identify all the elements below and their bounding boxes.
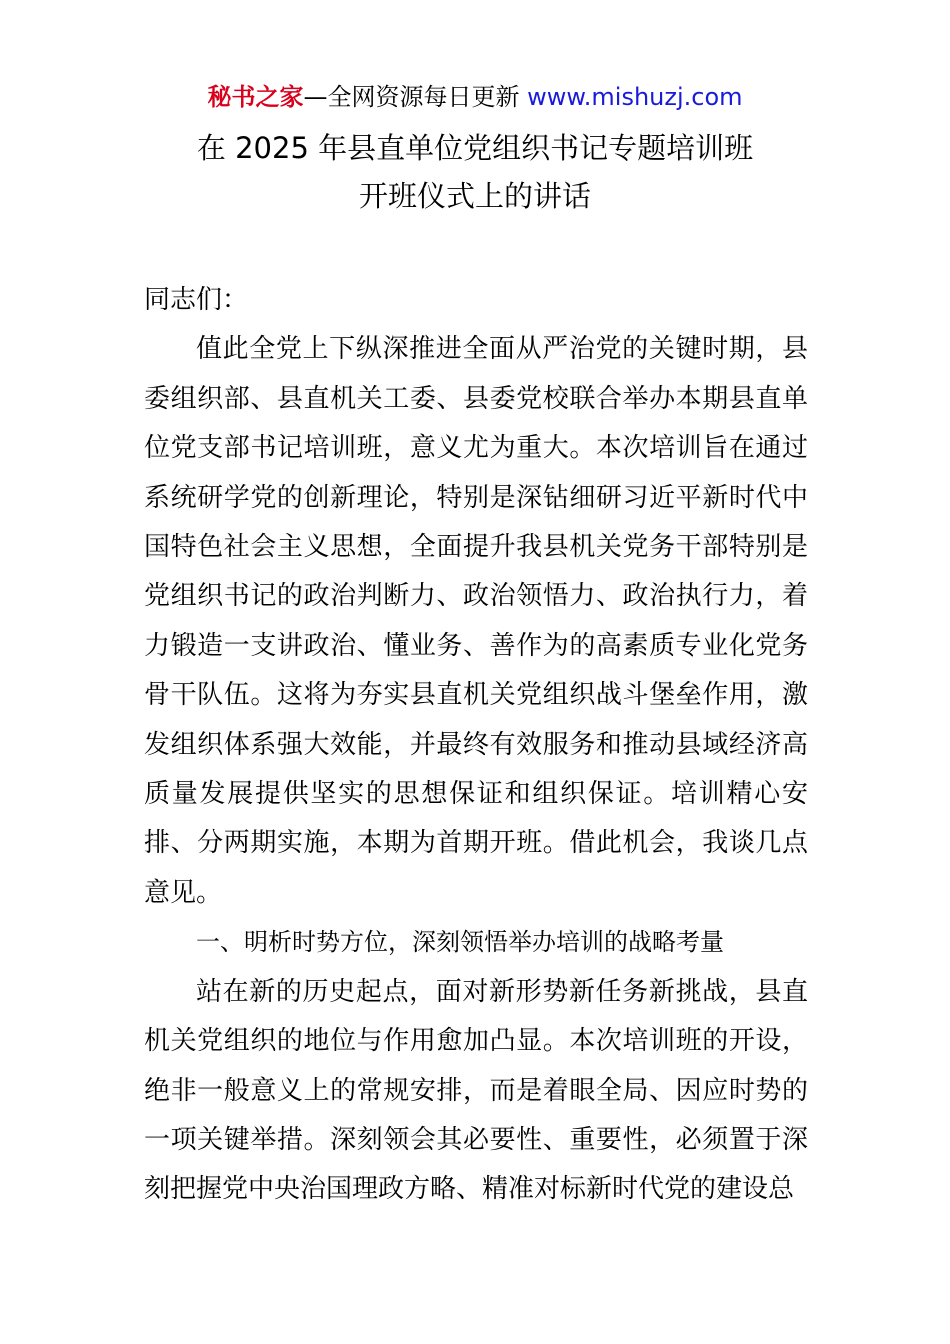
body-paragraph-2: 站在新的历史起点，面对新形势新任务新挑战，县直机关党组织的地位与作用愈加凸显。本次培训班的开设，绝非一般意义上的常规安排，而是着眼全局、因应时势的一项关键举措。深刻领会其必要性、重要性，必须置于深刻把握党中央治国理政方略、精准对标新时代党的建设总 [144,976,808,1205]
site-tagline: —全网资源每日更新 [303,83,520,111]
document-body [144,276,808,1215]
salutation: 同志们： [144,285,249,315]
site-url-link[interactable]: www.mishuzj.com [527,83,743,111]
section-heading-1: 一、明析时势方位，深刻领悟举办培训的战略考量 [196,928,724,957]
document-title-line1: 在 2025 年县直单位党组织书记专题培训班 [196,131,754,165]
document-title-line2: 开班仪式上的讲话 [358,179,591,213]
site-header [0,80,950,114]
site-brand: 秘书之家 [207,83,304,111]
body-paragraph-1: 值此全党上下纵深推进全面从严治党的关键时期，县委组织部、县直机关工委、县委党校联合举办本期县直单位党支部书记培训班，意义尤为重大。本次培训旨在通过系统研学党的创新理论，特别是深钻细研习近平新时代中国特色社会主义思想，全面提升我县机关党务干部特别是党组织书记的政治判断力、政治领悟力、政治执行力，着力锻造一支讲政治、懂业务、善作为的高素质专业化党务骨干队伍。这将为夯实县直机关党组织战斗堡垒作用，激发组织体系强大效能，并最终有效服务和推动县域经济高质量发展提供坚实的思想保证和组织保证。培训精心安排、分两期实施，本期为首期开班。借此机会，我谈几点意见。 [144,334,808,908]
